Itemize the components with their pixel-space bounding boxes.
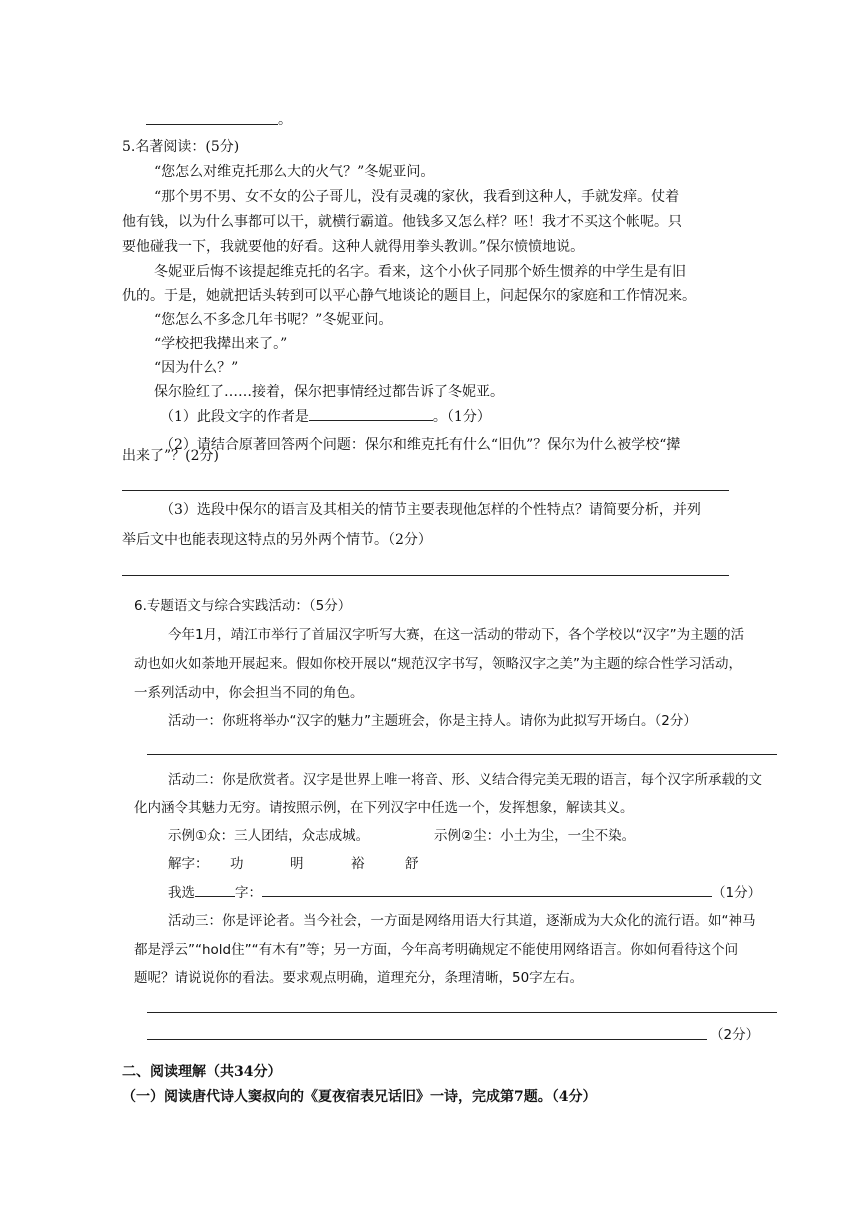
q5-sub2-line2: 出来了”？(2分) — [122, 448, 219, 464]
section-subheading: （一）阅读唐代诗人窦叔向的《夏夜宿表兄话旧》一诗，完成第7题。（4分） — [122, 1089, 597, 1105]
passage-line: 他有钱，以为什么事都可以干，就横行霸道。他钱多又怎么样？呸！我才不买这个帐呢。只 — [122, 214, 682, 230]
jiezi-label: 解字： — [168, 856, 209, 872]
passage-line: “因为什么？” — [154, 360, 239, 376]
passage-line: “您怎么不多念几年书呢？”冬妮亚问。 — [154, 312, 393, 328]
choose-line — [168, 882, 761, 903]
activity-3-line: 题呢？请说说你的看法。要求观点明确，道理充分，条理清晰，50字左右。 — [134, 970, 584, 986]
passage-line: 保尔脸红了……接着，保尔把事情经过都告诉了冬妮亚。 — [154, 384, 504, 400]
q6-intro-line: 一系列活动中，你会担当不同的角色。 — [134, 685, 364, 701]
q5-sub1 — [160, 406, 491, 427]
author-blank[interactable] — [309, 406, 433, 421]
example-2: 示例②尘：小土为尘，一尘不染。 — [434, 828, 636, 844]
q5-sub3-line1: （3）选段中保尔的语言及其相关的情节主要表现他怎样的个性特点？请简要分析，并列 — [160, 502, 701, 518]
choose-score: （1分） — [712, 885, 762, 901]
activity-3-line: 活动三：你是评论者。当今社会，一方面是网络用语大行其道，逐渐成为大众化的流行语。如“神马 — [168, 913, 756, 929]
activity-2-line: 化内涵令其魅力无穷。请按照示例，在下列汉字中任选一个，发挥想象，解读其义。 — [134, 800, 634, 816]
q5-sub3-line2: 举后文中也能表现这特点的另外两个情节。（2分） — [122, 532, 432, 548]
activity-1: 活动一：你班将举办“汉字的魅力”主题班会，你是主持人。请你为此拟写开场白。（2分） — [168, 713, 697, 729]
activity-3-line: 都是浮云”“hold住”“有木有”等；另一方面，今年高考明确规定不能使用网络语言。你如何看待这个问 — [134, 942, 739, 958]
passage-line: “学校把我撵出来了。” — [154, 336, 288, 352]
answer-line[interactable] — [147, 1012, 777, 1013]
section-heading: 二、阅读理解（共34分） — [122, 1064, 282, 1080]
q6-heading: 6.专题语文与综合实践活动：（5分） — [134, 598, 352, 614]
q5-heading: 5.名著阅读：(5分) — [122, 139, 240, 155]
choose-prefix: 我选 — [168, 885, 195, 901]
meaning-blank[interactable] — [262, 882, 712, 897]
passage-line: 要他碰我一下，我就要他的好看。这种人就得用拳头教训。”保尔愤愤地说。 — [122, 239, 585, 255]
answer-line[interactable] — [122, 490, 729, 491]
q6-intro-line: 今年1月，靖江市举行了首届汉字听写大赛，在这一活动的带动下，各个学校以“汉字”为主题的活 — [168, 627, 745, 643]
jiezi-char: 功 — [230, 856, 244, 872]
sub1-score: 。（1分） — [432, 409, 491, 425]
jiezi-char: 裕 — [351, 856, 365, 872]
end-mark: 。 — [278, 112, 292, 128]
example-1: 示例①众：三人团结，众志成城。 — [168, 828, 370, 844]
jiezi-char: 明 — [290, 856, 304, 872]
sub1-prompt: （1）此段文字的作者是 — [160, 409, 309, 425]
answer-line[interactable] — [147, 1039, 707, 1040]
choose-mid: 字： — [235, 885, 262, 901]
passage-line: “那个男不男、女不女的公子哥儿，没有灵魂的家伙，我看到这种人，手就发痒。仗着 — [154, 189, 680, 205]
activity-2-line: 活动二：你是欣赏者。汉字是世界上唯一将音、形、义结合得完美无瑕的语言，每个汉字所承载的文 — [168, 772, 762, 788]
answer-line[interactable] — [147, 754, 777, 755]
activity-3-score: （2分） — [710, 1027, 760, 1043]
char-blank[interactable] — [195, 882, 235, 897]
passage-line: 仇的。于是，她就把话头转到可以平心静气地谈论的题目上，问起保尔的家庭和工作情况来。 — [122, 288, 696, 304]
answer-line[interactable] — [122, 575, 729, 576]
passage-line: “您怎么对维克托那么大的火气？”冬妮亚问。 — [154, 164, 435, 180]
answer-line — [146, 124, 278, 125]
passage-line: 冬妮亚后悔不该提起维克托的名字。看来，这个小伙子同那个娇生惯养的中学生是有旧 — [154, 264, 686, 280]
jiezi-char: 舒 — [405, 856, 419, 872]
q5-sub2-line1: （2）请结合原著回答两个问题：保尔和维克托有什么“旧仇”？保尔为什么被学校“撵 — [160, 437, 681, 453]
q6-intro-line: 动也如火如荼地开展起来。假如你校开展以“规范汉字书写，领略汉字之美”为主题的综合性学习活动， — [134, 656, 742, 672]
